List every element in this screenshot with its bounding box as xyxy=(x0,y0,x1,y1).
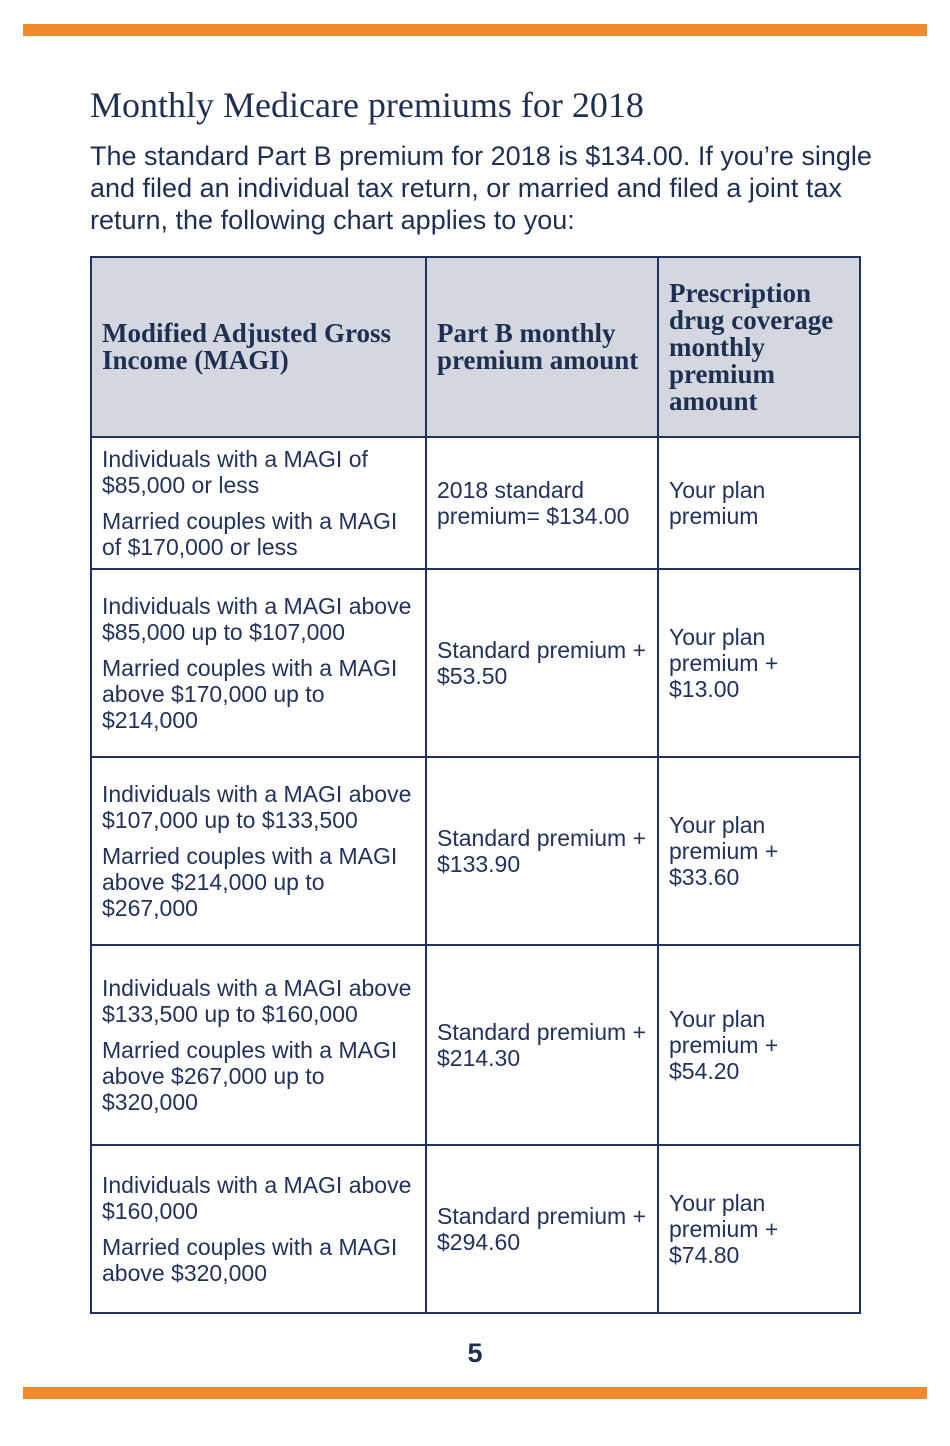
table-row xyxy=(91,569,860,757)
magi-cell xyxy=(91,569,426,757)
individuals-text: Individuals with a MAGI above $160,000 xyxy=(102,1172,412,1224)
premium-table xyxy=(90,256,861,1314)
couples-text: Married couples with a MAGI above $170,000 up to $214,000 xyxy=(102,655,398,733)
individuals-text: Individuals with a MAGI above $107,000 up to $133,500 xyxy=(102,781,412,833)
drug-coverage-cell: Your plan premium xyxy=(658,437,860,569)
magi-cell xyxy=(91,945,426,1145)
table-row xyxy=(91,945,860,1145)
part-b-cell: 2018 standard premium= $134.00 xyxy=(426,437,658,569)
bottom-accent-bar xyxy=(23,1387,927,1399)
part-b-cell: Standard premium + $294.60 xyxy=(426,1145,658,1313)
magi-cell xyxy=(91,757,426,945)
table-row xyxy=(91,1145,860,1313)
page-number: 5 xyxy=(467,1338,483,1368)
page-title: Monthly Medicare premiums for 2018 xyxy=(90,85,644,125)
couples-text: Married couples with a MAGI above $267,000 up to $320,000 xyxy=(102,1037,398,1115)
table-header-row xyxy=(91,257,860,437)
table-row xyxy=(91,757,860,945)
drug-coverage-cell: Your plan premium + $54.20 xyxy=(658,945,860,1145)
header-drug-coverage: Prescription drug coverage monthly premium amount xyxy=(658,257,860,437)
drug-coverage-cell: Your plan premium + $13.00 xyxy=(658,569,860,757)
header-part-b: Part B monthly premium amount xyxy=(426,257,658,437)
header-magi: Modified Adjusted Gross Income (MAGI) xyxy=(91,257,426,437)
table-row xyxy=(91,437,860,569)
drug-coverage-cell: Your plan premium + $33.60 xyxy=(658,757,860,945)
top-accent-bar xyxy=(23,24,927,36)
individuals-text: Individuals with a MAGI above $85,000 up to $107,000 xyxy=(102,593,412,645)
part-b-cell: Standard premium + $53.50 xyxy=(426,569,658,757)
intro-paragraph: The standard Part B premium for 2018 is $134.00. If you’re single and filed an individual tax return, or married and filed a joint tax return, the following chart applies to you: xyxy=(90,141,872,235)
magi-cell xyxy=(91,1145,426,1313)
couples-text: Married couples with a MAGI above $320,000 xyxy=(102,1234,398,1286)
individuals-text: Individuals with a MAGI above $133,500 up to $160,000 xyxy=(102,975,412,1027)
magi-cell xyxy=(91,437,426,569)
drug-coverage-cell: Your plan premium + $74.80 xyxy=(658,1145,860,1313)
couples-text: Married couples with a MAGI above $214,000 up to $267,000 xyxy=(102,843,398,921)
part-b-cell: Standard premium + $214.30 xyxy=(426,945,658,1145)
part-b-cell: Standard premium + $133.90 xyxy=(426,757,658,945)
individuals-text: Individuals with a MAGI of $85,000 or less xyxy=(102,446,368,498)
couples-text: Married couples with a MAGI of $170,000 or less xyxy=(102,508,398,560)
